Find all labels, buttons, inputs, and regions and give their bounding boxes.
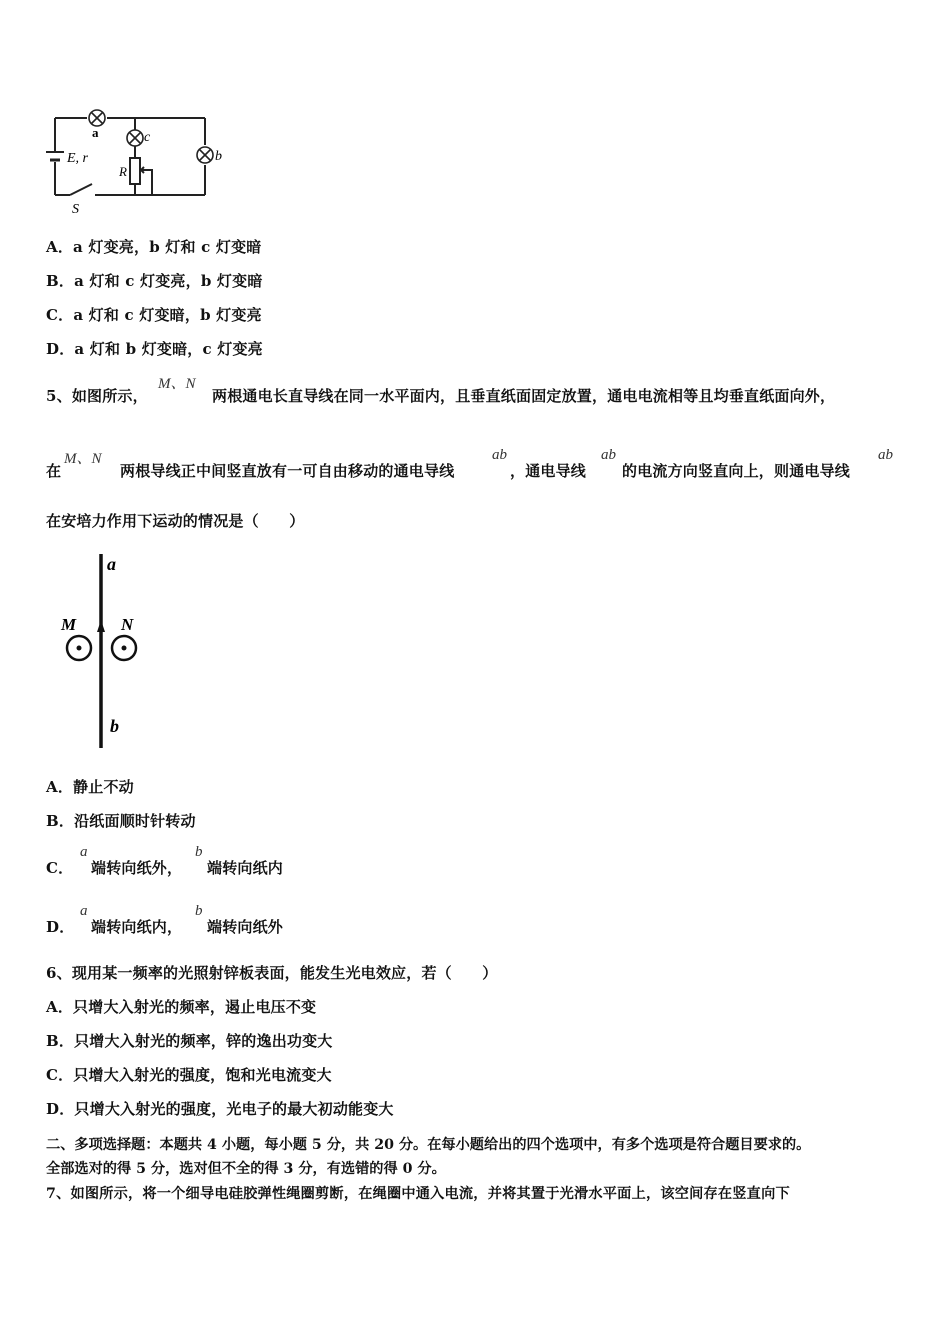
label-source: E, r (67, 151, 88, 166)
q5-option-c-letter: C． (46, 859, 74, 877)
q5-stem-line3: 在安培力作用下运动的情况是（ ） (46, 512, 305, 530)
q6-option-c: C．只增大入射光的强度，饱和光电流变大 (46, 1066, 332, 1084)
q5-prefix: 5、如图所示， (46, 387, 148, 405)
q5-option-a: A．静止不动 (46, 778, 134, 796)
wire-diagram (55, 548, 165, 753)
q6-option-d: D．只增大入射光的强度，光电子的最大初动能变大 (46, 1100, 394, 1118)
q5-stem-part2: 两根导线正中间竖直放有一可自由移动的通电导线 (120, 462, 455, 480)
q5-option-d-var2: b (195, 903, 203, 919)
fig2-label-m: M (61, 615, 77, 634)
q5-option-d-letter: D． (46, 918, 75, 936)
lamp-b-icon (197, 147, 213, 163)
q5-option-c-var2: b (195, 844, 203, 860)
q4-option-a: A．a 灯变亮，b 灯和 c 灯变暗 (46, 238, 262, 256)
q5-option-c-text2: 端转向纸内 (207, 859, 284, 877)
q5-mn-2: M、N (64, 451, 102, 467)
q5-option-d-var1: a (80, 903, 88, 919)
q5-option-c-text1: 端转向纸外， (91, 859, 183, 877)
q5-mn-1: M、N (158, 376, 196, 392)
lamp-c-icon (127, 130, 143, 146)
q6-stem: 6、现用某一频率的光照射锌板表面，能发生光电效应，若（ ） (46, 964, 498, 982)
label-b: b (215, 149, 222, 164)
label-a: a (92, 125, 99, 140)
q5-line2-start: 在 (46, 462, 62, 480)
q5-ab-2: ab (601, 447, 616, 463)
q5-stem-part4: 的电流方向竖直向上，则通电导线 (622, 462, 851, 480)
q5-option-d-text1: 端转向纸内， (91, 918, 183, 936)
q5-stem-part3: ，通电导线 (510, 462, 587, 480)
circuit-diagram (40, 100, 240, 220)
q5-ab-3: ab (878, 447, 893, 463)
q4-option-c: C．a 灯和 c 灯变暗，b 灯变亮 (46, 306, 262, 324)
wire-n-icon (112, 636, 136, 660)
wire-m-icon (67, 636, 91, 660)
section2-line1: 二、多项选择题：本题共 4 小题，每小题 5 分，共 20 分。在每小题给出的四个选项中，有多个选项是符合题目要求的。 (46, 1137, 811, 1153)
section2-line2: 全部选对的得 5 分，选对但不全的得 3 分，有选错的得 0 分。 (46, 1161, 446, 1177)
q5-option-b: B．沿纸面顺时针转动 (46, 812, 196, 830)
fig2-label-a: a (107, 554, 116, 574)
fig2-label-n: N (121, 615, 134, 634)
q4-option-d: D．a 灯和 b 灯变暗，c 灯变亮 (46, 340, 263, 358)
lamp-a-icon (89, 110, 105, 126)
q4-option-b: B．a 灯和 c 灯变亮，b 灯变暗 (46, 272, 263, 290)
q7-stem: 7、如图所示，将一个细导电硅胶弹性绳圈剪断，在绳圈中通入电流，并将其置于光滑水平面上，该空间存在竖直向下 (46, 1186, 790, 1202)
q6-option-b: B．只增大入射光的频率，锌的逸出功变大 (46, 1032, 333, 1050)
fig2-label-b: b (110, 716, 119, 736)
q5-option-c-var1: a (80, 844, 88, 860)
q5-option-d-text2: 端转向纸外 (207, 918, 284, 936)
label-resistor: R (119, 164, 127, 179)
label-switch: S (72, 202, 79, 217)
q6-option-a: A．只增大入射光的频率，遏止电压不变 (46, 998, 317, 1016)
q5-ab-1: ab (492, 447, 507, 463)
q5-stem-part1: 两根通电长直导线在同一水平面内，且垂直纸面固定放置，通电电流相等且均垂直纸面向外， (212, 387, 836, 405)
label-c: c (144, 130, 151, 145)
